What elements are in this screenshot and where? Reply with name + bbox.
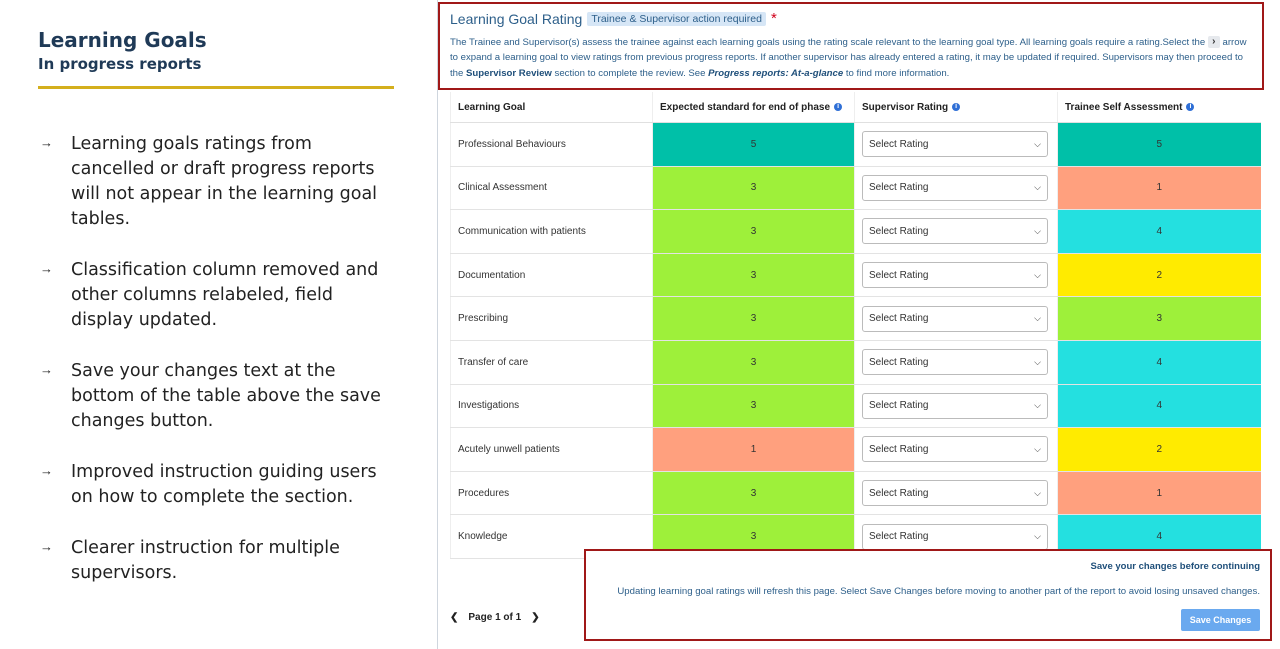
arrow-right-icon: → (40, 135, 53, 150)
self-assessment: 5 (1058, 123, 1261, 167)
column-header-goal: Learning Goal (451, 92, 653, 123)
table-row[interactable] (451, 297, 1261, 341)
chevron-down-icon: ⌵ (1034, 182, 1041, 193)
instr-text: arrow to expand a learning goal to view ratings from previous progress reports. If another supervisor has already entered a rating, it may be updated if required. Supervisors may then proceed to the (450, 37, 1247, 79)
chevron-down-icon: ⌵ (1034, 531, 1041, 542)
goal-name: Clinical Assessment (451, 166, 653, 210)
at-a-glance-ref: Progress reports: At-a-glance (708, 67, 844, 79)
expected-rating: 3 (653, 253, 855, 297)
column-header-self: Trainee Self Assessment i (1058, 92, 1261, 123)
goal-name: Procedures (451, 471, 653, 515)
supervisor-rating-select[interactable]: Select Rating ⌵ (862, 524, 1048, 550)
expected-rating: 3 (653, 515, 855, 559)
bullet-text: Classification column removed and other columns relabeled, field display updated. (71, 260, 379, 330)
column-header-supervisor: Supervisor Rating i (855, 92, 1058, 123)
goal-name: Investigations (451, 384, 653, 428)
supervisor-rating-cell (855, 123, 1058, 167)
self-assessment: 3 (1058, 297, 1261, 341)
table-row[interactable] (451, 384, 1261, 428)
section-title: Learning Goal Rating (450, 10, 583, 27)
goal-name: Knowledge (451, 515, 653, 559)
chevron-down-icon: ⌵ (1034, 313, 1041, 324)
supervisor-rating-select[interactable]: Select Rating ⌵ (862, 480, 1048, 506)
supervisor-rating-select[interactable]: Select Rating ⌵ (862, 393, 1048, 419)
chevron-down-icon: ⌵ (1034, 225, 1041, 236)
column-header-expected: Expected standard for end of phase i (653, 92, 855, 123)
chevron-down-icon: ⌵ (1034, 269, 1041, 280)
chevron-down-icon: ⌵ (1034, 400, 1041, 411)
supervisor-rating-select[interactable]: Select Rating ⌵ (862, 262, 1048, 288)
bullet-list (40, 132, 400, 612)
goal-name: Professional Behaviours (451, 123, 653, 167)
table-header-row (451, 92, 1261, 123)
arrow-right-icon: → (40, 362, 53, 377)
chevron-down-icon: ⌵ (1034, 138, 1041, 149)
page-indicator: Page 1 of 1 (468, 612, 522, 623)
supervisor-rating-cell (855, 340, 1058, 384)
table-row[interactable] (451, 428, 1261, 472)
bullet-item (40, 460, 400, 510)
supervisor-rating-cell (855, 210, 1058, 254)
arrow-right-icon: → (40, 261, 53, 276)
supervisor-rating-select[interactable]: Select Rating ⌵ (862, 131, 1048, 157)
self-assessment: 4 (1058, 515, 1261, 559)
goal-name: Transfer of care (451, 340, 653, 384)
supervisor-review-ref: Supervisor Review (466, 67, 552, 79)
instr-text: The Trainee and Supervisor(s) assess the trainee against each learning goals using the rating scale relevant to the learning goal type. All learning goals require a rating.Select the (450, 37, 1206, 48)
bullet-text: Clearer instruction for multiple supervisors. (71, 538, 340, 583)
goal-name: Prescribing (451, 297, 653, 341)
learning-goals-table (450, 92, 1261, 559)
self-assessment: 1 (1058, 166, 1261, 210)
self-assessment: 4 (1058, 340, 1261, 384)
action-required-badge: Trainee & Supervisor action required (587, 12, 766, 26)
save-heading: Save your changes before continuing (1090, 561, 1260, 572)
supervisor-rating-select[interactable]: Select Rating ⌵ (862, 175, 1048, 201)
instr-text: to find more information. (845, 67, 950, 79)
table-row[interactable] (451, 166, 1261, 210)
chevron-right-icon: › (1208, 36, 1220, 48)
self-assessment: 2 (1058, 428, 1261, 472)
supervisor-rating-select[interactable]: Select Rating ⌵ (862, 306, 1048, 332)
bullet-item (40, 132, 400, 232)
table-row[interactable] (451, 471, 1261, 515)
save-changes-highlight (584, 549, 1272, 641)
supervisor-rating-cell (855, 384, 1058, 428)
required-marker: * (770, 10, 777, 27)
info-icon[interactable]: i (834, 103, 842, 111)
expected-rating: 3 (653, 384, 855, 428)
section-instructions (450, 35, 1252, 81)
goal-name: Documentation (451, 253, 653, 297)
self-assessment: 2 (1058, 253, 1261, 297)
self-assessment: 4 (1058, 384, 1261, 428)
chevron-right-icon[interactable]: ❯ (531, 612, 540, 623)
self-assessment: 1 (1058, 471, 1261, 515)
chevron-down-icon: ⌵ (1034, 443, 1041, 454)
bullet-item (40, 536, 400, 586)
chevron-left-icon[interactable]: ❮ (450, 612, 459, 623)
bullet-text: Improved instruction guiding users on how to complete the section. (71, 462, 377, 507)
expected-rating: 3 (653, 166, 855, 210)
save-changes-button[interactable]: Save Changes (1181, 609, 1260, 631)
supervisor-rating-cell (855, 471, 1058, 515)
chevron-down-icon: ⌵ (1034, 487, 1041, 498)
supervisor-rating-cell (855, 297, 1058, 341)
slide-subtitle: In progress reports (38, 55, 202, 73)
table-row[interactable] (451, 123, 1261, 167)
supervisor-rating-select[interactable]: Select Rating ⌵ (862, 349, 1048, 375)
expected-rating: 3 (653, 297, 855, 341)
rating-header-highlight (438, 2, 1264, 90)
pagination (450, 612, 550, 623)
expected-rating: 5 (653, 123, 855, 167)
bullet-text: Learning goals ratings from cancelled or draft progress reports will not appear in the learning goal tables. (71, 134, 378, 229)
supervisor-rating-cell (855, 253, 1058, 297)
table-row[interactable] (451, 340, 1261, 384)
supervisor-rating-cell (855, 428, 1058, 472)
chevron-down-icon: ⌵ (1034, 356, 1041, 367)
bullet-text: Save your changes text at the bottom of the table above the save changes button. (71, 361, 381, 431)
title-divider (38, 86, 394, 89)
supervisor-rating-cell (855, 166, 1058, 210)
expected-rating: 3 (653, 471, 855, 515)
goal-name: Acutely unwell patients (451, 428, 653, 472)
supervisor-rating-select[interactable]: Select Rating ⌵ (862, 218, 1048, 244)
bullet-item (40, 359, 400, 434)
arrow-right-icon: → (40, 463, 53, 478)
info-icon[interactable]: i (952, 103, 960, 111)
expected-rating: 3 (653, 340, 855, 384)
arrow-right-icon: → (40, 539, 53, 554)
expected-rating: 1 (653, 428, 855, 472)
bullet-item (40, 258, 400, 333)
instr-text: section to complete the review. See (554, 67, 706, 79)
save-description: Updating learning goal ratings will refresh this page. Select Save Changes before moving to another part of the report to avoid losing unsaved changes. (617, 586, 1260, 597)
slide-title: Learning Goals (38, 28, 207, 52)
supervisor-rating-select[interactable]: Select Rating ⌵ (862, 436, 1048, 462)
self-assessment: 4 (1058, 210, 1261, 254)
rating-title-row (450, 10, 1252, 27)
table-row[interactable] (451, 210, 1261, 254)
expected-rating: 3 (653, 210, 855, 254)
goal-name: Communication with patients (451, 210, 653, 254)
info-icon[interactable]: i (1186, 103, 1194, 111)
table-row[interactable] (451, 253, 1261, 297)
